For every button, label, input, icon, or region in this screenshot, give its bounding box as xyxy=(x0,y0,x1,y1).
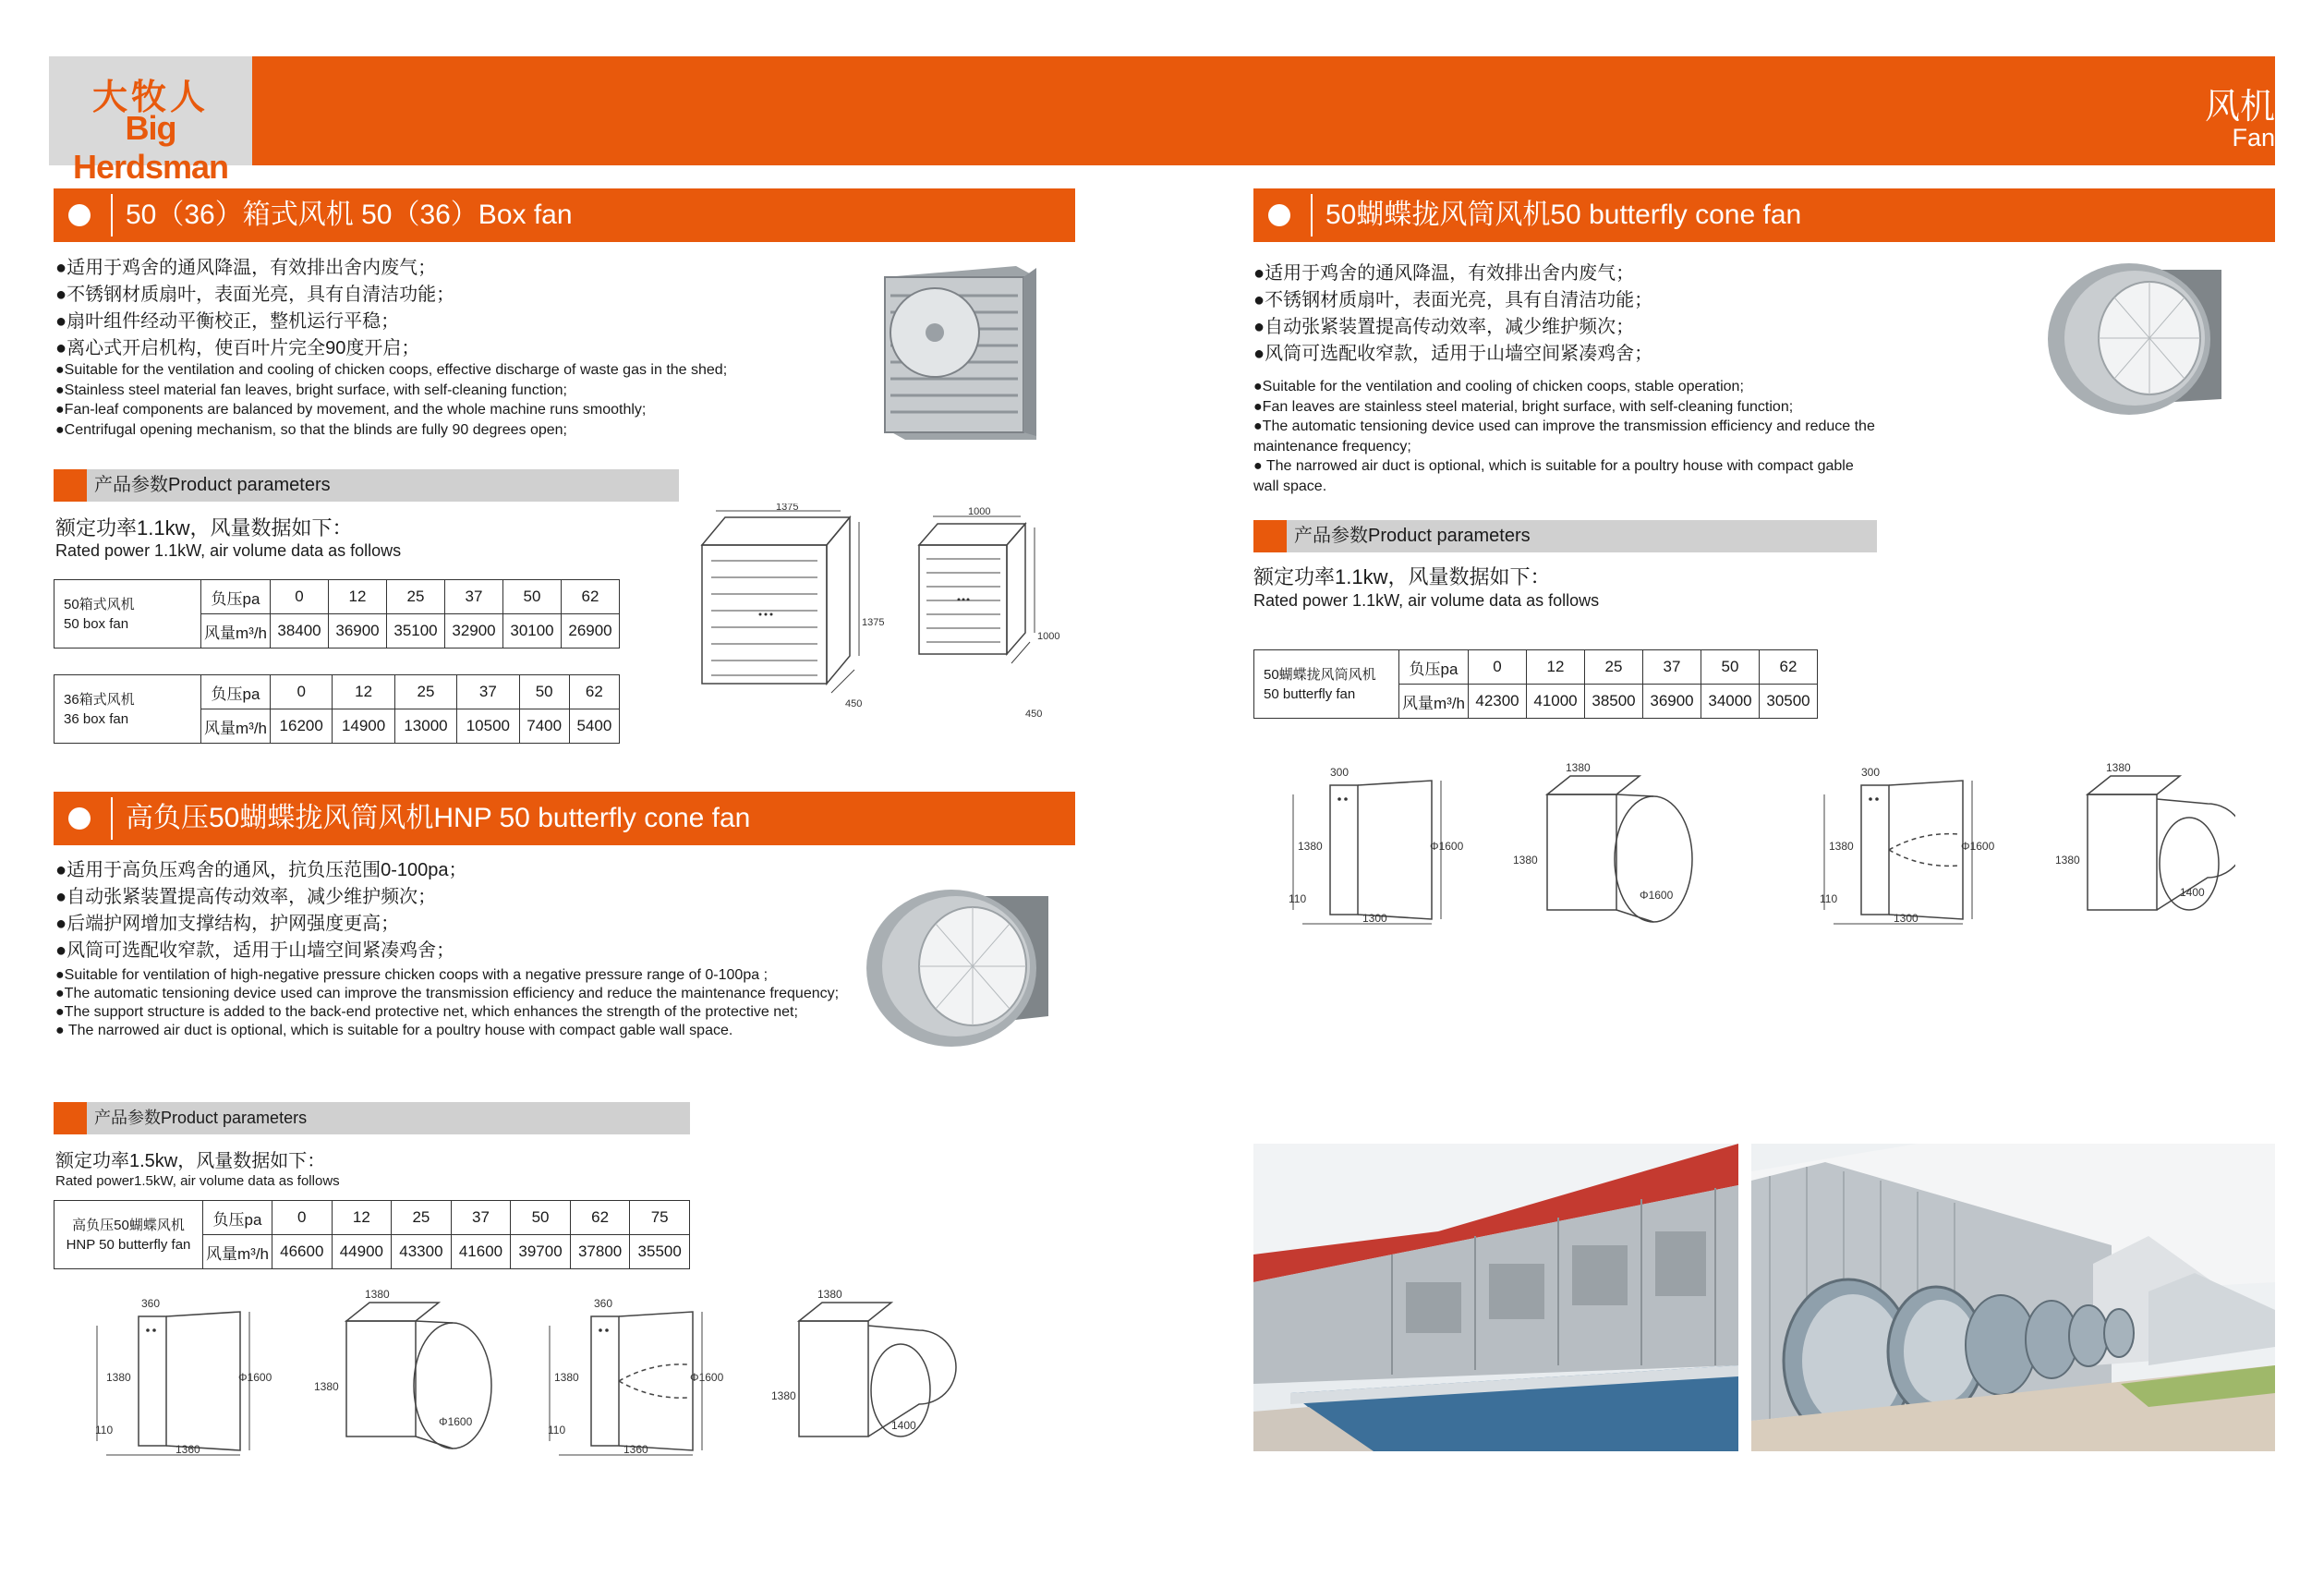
table-cell: 25 xyxy=(387,580,445,614)
hnp-fan-params-heading xyxy=(54,1102,690,1134)
table-cell: 50 xyxy=(511,1201,571,1235)
feature-line: ●Stainless steel material fan leaves, bright surface, with self-cleaning function; xyxy=(55,382,567,398)
dim-label: Φ1600 xyxy=(1640,889,1674,902)
dim-label: 110 xyxy=(95,1424,114,1436)
table-cell: 62 xyxy=(1760,650,1818,685)
hnp-fan-product-image xyxy=(864,887,1053,1053)
dim-label: 1380 xyxy=(314,1380,339,1393)
dim-label: 360 xyxy=(594,1297,613,1310)
box-fan-product-image xyxy=(878,259,1044,443)
dim-label: 300 xyxy=(1861,766,1881,779)
table-cell: 26900 xyxy=(562,614,620,649)
dim-label: 1360 xyxy=(623,1443,648,1456)
dim-label: 360 xyxy=(141,1297,161,1310)
bullet-dot-icon xyxy=(68,807,91,830)
dim-label: 1380 xyxy=(1566,762,1591,774)
table-cell: 37 xyxy=(445,580,503,614)
box-fan-features-cn xyxy=(55,255,887,362)
box-fan-features-en xyxy=(55,360,887,440)
dim-label: 1380 xyxy=(817,1289,842,1301)
table-header-pressure: 负压pa xyxy=(203,1201,272,1235)
cone-fan-params-heading xyxy=(1253,520,1877,552)
dim-label: 110 xyxy=(548,1424,566,1436)
dim-label: 1400 xyxy=(891,1419,916,1432)
feature-line: ●适用于鸡舍的通风降温，有效排出舍内废气； xyxy=(1253,263,1635,284)
table-header-volume: 风量m³/h xyxy=(203,1235,272,1269)
table-cell: 0 xyxy=(271,675,333,709)
table-cell: 0 xyxy=(1469,650,1527,685)
section-title: 高负压50蝴蝶拢风筒风机HNP 50 butterfly cone fan xyxy=(126,803,751,833)
table-cell: 12 xyxy=(1527,650,1585,685)
section-title: 50蝴蝶拢风筒风机50 butterfly cone fan xyxy=(1325,200,1802,230)
dim-label: 1000 xyxy=(968,506,991,517)
feature-line: ●不锈钢材质扇叶，表面光亮，具有自清洁功能； xyxy=(55,285,455,305)
cone-fan-product-image xyxy=(2046,261,2226,418)
table-cell: 62 xyxy=(569,675,619,709)
cone-fan-rated-en: Rated power 1.1kW, air volume data as follows xyxy=(1253,591,1600,610)
dim-label: Φ1600 xyxy=(1961,840,1995,853)
hnp-fan-features-en xyxy=(55,968,868,1037)
dim-label: 1375 xyxy=(862,617,885,628)
dim-label: 300 xyxy=(1330,766,1350,779)
dim-label: 110 xyxy=(1289,892,1307,905)
table-cell: 42300 xyxy=(1469,685,1527,719)
table-cell: 30500 xyxy=(1760,685,1818,719)
feature-line: ● The narrowed air duct is optional, which is suitable for a poultry house with compact gable wall space. xyxy=(1253,458,1854,494)
cone-fan-table xyxy=(1253,649,1818,719)
feature-line: ●后端护网增加支撑结构，护网强度更高； xyxy=(55,914,400,934)
dim-label: 1380 xyxy=(2055,854,2080,867)
hnp-fan-rated-en: Rated power1.5kW, air volume data as follows xyxy=(55,1173,340,1189)
feature-line: ●The automatic tensioning device used can improve the transmission efficiency and reduce the maintenance frequency; xyxy=(1253,418,1875,455)
dim-label: 1380 xyxy=(1298,840,1323,853)
table-cell: 14900 xyxy=(333,709,394,744)
feature-line: ●The automatic tensioning device used can improve the transmission efficiency and reduce the maintenance frequency; xyxy=(55,986,840,1001)
feature-line: ●风筒可选配收窄款，适用于山墙空间紧凑鸡舍； xyxy=(1253,344,1653,364)
table-cell: 39700 xyxy=(511,1235,571,1269)
box-fan-50-table xyxy=(54,579,620,649)
cone-fan-features-en xyxy=(1253,377,1882,496)
dim-label: 1380 xyxy=(1829,840,1854,853)
dim-label: Φ1600 xyxy=(690,1371,724,1384)
section-heading-box-fan xyxy=(54,188,1075,242)
table-cell: 32900 xyxy=(445,614,503,649)
feature-line: ●离心式开启机构，使百叶片完全90度开启； xyxy=(55,338,420,358)
table-cell: 25 xyxy=(394,675,456,709)
installation-photo-cone-fans xyxy=(1751,1144,2275,1451)
cone-fan-features-cn xyxy=(1253,261,1992,368)
table-cell: 25 xyxy=(392,1201,452,1235)
table-cell: 62 xyxy=(570,1201,630,1235)
table-header-volume: 风量m³/h xyxy=(201,709,271,744)
feature-line: ●Fan-leaf components are balanced by movement, and the whole machine runs smoothly; xyxy=(55,402,647,418)
dim-label: 450 xyxy=(845,698,863,709)
table-cell: 43300 xyxy=(392,1235,452,1269)
table-cell: 37 xyxy=(451,1201,511,1235)
dim-label: 450 xyxy=(1025,709,1043,720)
feature-line: ●适用于鸡舍的通风降温，有效排出舍内废气； xyxy=(55,258,437,278)
table-cell: 37800 xyxy=(570,1235,630,1269)
header-bar xyxy=(49,56,2275,165)
table-cell: 38500 xyxy=(1585,685,1643,719)
table-cell: 5400 xyxy=(569,709,619,744)
table-product-name: 50箱式风机 50 box fan xyxy=(54,580,201,649)
table-header-volume: 风量m³/h xyxy=(201,614,271,649)
dim-label: 1380 xyxy=(771,1389,796,1402)
table-cell: 38400 xyxy=(271,614,329,649)
table-cell: 34000 xyxy=(1701,685,1760,719)
dim-label: 1375 xyxy=(776,503,799,513)
feature-line: ●扇叶组件经动平衡校正，整机运行平稳； xyxy=(55,311,400,332)
installation-photo-box-fans xyxy=(1253,1144,1738,1451)
dim-label: 1380 xyxy=(554,1371,579,1384)
hnp-fan-features-cn xyxy=(55,857,868,964)
feature-line: ● The narrowed air duct is optional, which is suitable for a poultry house with compact gable wall space. xyxy=(55,1023,733,1038)
table-cell: 41600 xyxy=(451,1235,511,1269)
table-cell: 62 xyxy=(562,580,620,614)
table-product-name: 50蝴蝶拢风筒风机 50 butterfly fan xyxy=(1254,650,1399,719)
params-title: 产品参数Product parameters xyxy=(94,1109,308,1127)
table-cell: 16200 xyxy=(271,709,333,744)
box-fan-dimension-drawings xyxy=(697,503,1085,734)
feature-line: ●自动张紧装置提高传动效率，减少维护频次； xyxy=(55,887,437,907)
box-fan-params-heading xyxy=(54,469,679,502)
table-cell: 36900 xyxy=(1643,685,1701,719)
feature-line: ●自动张紧装置提高传动效率，减少维护频次； xyxy=(1253,317,1635,337)
feature-line: ●风筒可选配收窄款，适用于山墙空间紧凑鸡舍； xyxy=(55,940,455,961)
table-header-pressure: 负压pa xyxy=(201,580,271,614)
table-cell: 0 xyxy=(271,580,329,614)
dim-label: 1400 xyxy=(2180,886,2205,899)
dim-label: 1380 xyxy=(2106,762,2131,774)
feature-line: ●Suitable for ventilation of high-negative pressure chicken coops with a negative pressure range of 0-100pa ; xyxy=(55,967,769,983)
dim-label: Φ1600 xyxy=(439,1415,473,1428)
hnp-fan-rated-cn: 额定功率1.5kw，风量数据如下： xyxy=(55,1151,326,1171)
table-header-volume: 风量m³/h xyxy=(1399,685,1469,719)
section-title: 50（36）箱式风机 50（36）Box fan xyxy=(126,200,573,230)
table-cell: 35500 xyxy=(630,1235,690,1269)
feature-line: ●Suitable for the ventilation and cooling of chicken coops, effective discharge of waste gas in the shed; xyxy=(55,362,728,378)
section-heading-cone-fan xyxy=(1253,188,2275,242)
box-fan-rated-cn: 额定功率1.1kw，风量数据如下： xyxy=(55,516,353,539)
dim-label: 1380 xyxy=(106,1371,131,1384)
bullet-dot-icon xyxy=(68,204,91,226)
section-heading-hnp-fan xyxy=(54,792,1075,845)
feature-line: ●适用于高负压鸡舍的通风，抗负压范围0-100pa； xyxy=(55,860,467,880)
feature-line: ●Suitable for the ventilation and cooling of chicken coops, stable operation; xyxy=(1253,379,1744,394)
brand-name-en: Big Herdsman xyxy=(72,109,229,186)
table-cell: 50 xyxy=(1701,650,1760,685)
hnp-fan-table xyxy=(54,1200,690,1269)
table-cell: 12 xyxy=(332,1201,392,1235)
feature-line: ●The support structure is added to the back-end protective net, which enhances the strength of the protective net; xyxy=(55,1004,798,1020)
table-cell: 10500 xyxy=(457,709,519,744)
table-cell: 30100 xyxy=(503,614,562,649)
hnp-fan-dimension-drawings xyxy=(88,1289,984,1473)
table-product-name: 高负压50蝴蝶风机 HNP 50 butterfly fan xyxy=(54,1201,203,1269)
table-cell: 37 xyxy=(1643,650,1701,685)
brand-name-cn: 大牧人 xyxy=(91,79,209,117)
table-cell: 44900 xyxy=(332,1235,392,1269)
table-cell: 41000 xyxy=(1527,685,1585,719)
table-cell: 37 xyxy=(457,675,519,709)
table-cell: 12 xyxy=(333,675,394,709)
dim-label: Φ1600 xyxy=(238,1371,272,1384)
cone-fan-dimension-drawings xyxy=(1284,762,2235,947)
cone-fan-rated-cn: 额定功率1.1kw，风量数据如下： xyxy=(1253,565,1551,588)
dim-label: 1300 xyxy=(1894,912,1919,925)
table-cell: 50 xyxy=(503,580,562,614)
box-fan-rated-en: Rated power 1.1kW, air volume data as follows xyxy=(55,541,402,560)
params-title: 产品参数Product parameters xyxy=(1294,526,1531,546)
table-cell: 46600 xyxy=(272,1235,333,1269)
table-cell: 75 xyxy=(630,1201,690,1235)
page-title-cn: 风机 xyxy=(2204,88,2275,127)
table-cell: 12 xyxy=(329,580,387,614)
dim-label: Φ1600 xyxy=(1430,840,1464,853)
dim-label: 1380 xyxy=(365,1289,390,1301)
feature-line: ●Fan leaves are stainless steel material, bright surface, with self-cleaning function; xyxy=(1253,398,1794,415)
dim-label: 1360 xyxy=(176,1443,200,1456)
table-header-pressure: 负压pa xyxy=(1399,650,1469,685)
table-cell: 13000 xyxy=(394,709,456,744)
table-cell: 36900 xyxy=(329,614,387,649)
table-cell: 25 xyxy=(1585,650,1643,685)
dim-label: 1000 xyxy=(1037,631,1060,642)
params-title: 产品参数Product parameters xyxy=(94,475,331,495)
dim-label: 1380 xyxy=(1513,854,1538,867)
table-cell: 7400 xyxy=(519,709,569,744)
box-fan-36-table xyxy=(54,674,620,744)
bullet-dot-icon xyxy=(1268,204,1290,226)
table-cell: 50 xyxy=(519,675,569,709)
feature-line: ●不锈钢材质扇叶，表面光亮，具有自清洁功能； xyxy=(1253,290,1653,310)
table-cell: 35100 xyxy=(387,614,445,649)
table-product-name: 36箱式风机 36 box fan xyxy=(54,675,201,744)
table-cell: 0 xyxy=(272,1201,333,1235)
page-title-en: Fan xyxy=(2232,124,2275,152)
dim-label: 1300 xyxy=(1362,912,1387,925)
table-header-pressure: 负压pa xyxy=(201,675,271,709)
dim-label: 110 xyxy=(1820,892,1838,905)
feature-line: ●Centrifugal opening mechanism, so that the blinds are fully 90 degrees open; xyxy=(55,421,567,438)
